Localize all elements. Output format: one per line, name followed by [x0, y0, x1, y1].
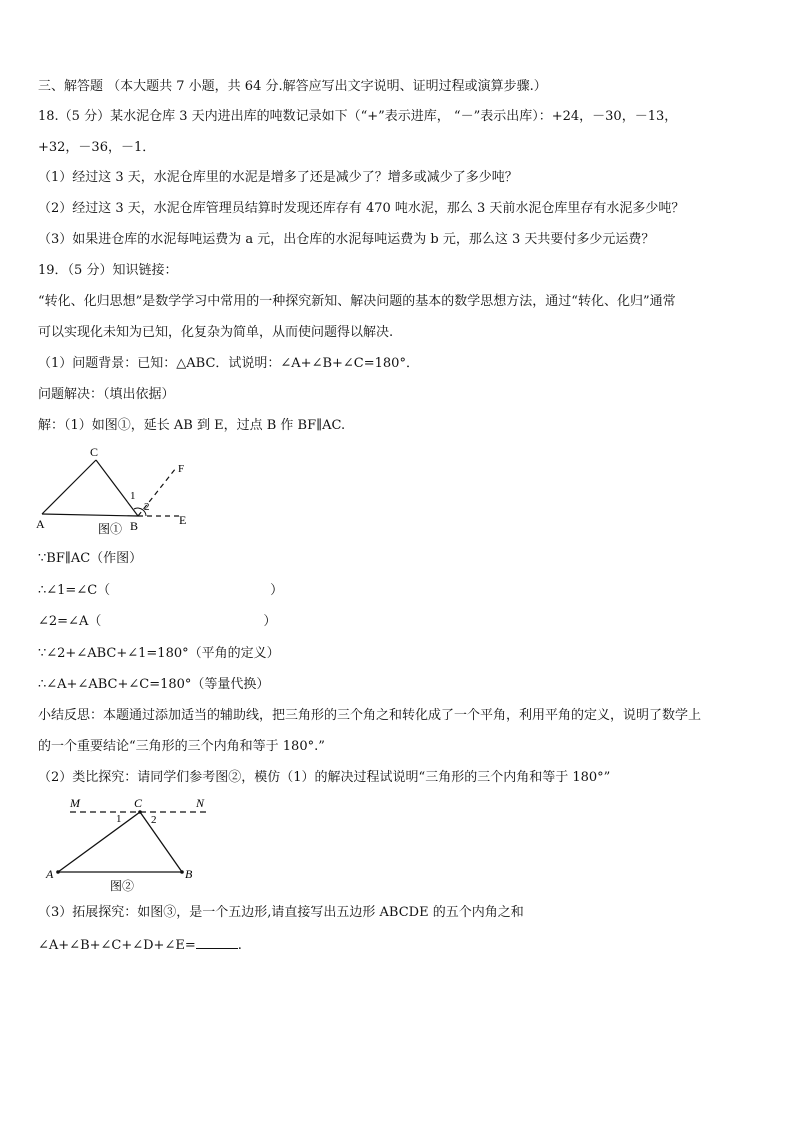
- segment-ca: [58, 812, 140, 872]
- q18-part3: （3）如果进仓库的水泥每吨运费为 a 元，出仓库的水泥每吨运费为 b 元，那么这 3 天共要付多少元运费？: [38, 232, 655, 247]
- proof-line-3-end: ）: [263, 614, 277, 629]
- label-f: F: [178, 463, 185, 475]
- proof-line-3-start: ∠2=∠A（: [38, 614, 102, 629]
- q19-solve-title: 问题解决：（填出依据）: [38, 387, 175, 402]
- proof-line-5: ∴∠A+∠ABC+∠C=180°（等量代换）: [38, 677, 270, 692]
- figure-2: [40, 792, 220, 894]
- q19-stem: 19．（5 分）知识链接：: [38, 263, 178, 278]
- segment-cb: [140, 812, 182, 872]
- q18-part1: （1）经过这 3 天，水泥仓库里的水泥是增多了还是减少了？增多或减少了多少吨？: [38, 170, 518, 185]
- q19-intro-line2: 可以实现化未知为已知，化复杂为简单，从而使问题得以解决.: [38, 325, 394, 340]
- label-angle-2: 2: [151, 814, 157, 826]
- segment-cb: [96, 460, 138, 516]
- proof-line-2: [38, 582, 283, 600]
- label-b: B: [130, 519, 139, 533]
- q18-part2: （2）经过这 3 天，水泥仓库管理员结算时发现还库存有 470 吨水泥，那么 3 天前水泥仓库里存有水泥多少吨？: [38, 201, 685, 216]
- angle-1-arc: [134, 508, 143, 510]
- proof-line-4: ∵∠2+∠ABC+∠1=180°（平角的定义）: [38, 646, 280, 661]
- q19-solve-step1: 解：（1）如图①，延长 AB 到 E，过点 B 作 BF∥AC.: [38, 418, 346, 433]
- proof-line-2-end: ）: [270, 583, 284, 598]
- point-c: [138, 810, 142, 814]
- label-b: B: [185, 867, 193, 881]
- figure-1: [34, 444, 204, 540]
- label-e: E: [179, 513, 187, 527]
- q19-part3-line1: （3）拓展探究：如图③，是一个五边形,请直接写出五边形 ABCDE 的五个内角之和: [38, 905, 524, 920]
- q18-stem-line1: 18.（5 分）某水泥仓库 3 天内进出库的吨数记录如下（“+”表示进库， “－”表示出库）：+24，－30，－13，: [38, 109, 678, 124]
- q19-intro-line1: “转化、化归思想”是数学学习中常用的一种探究新知、解决问题的基本的数学思想方法，通过“转化、化归”通常: [38, 294, 676, 309]
- proof-line-3: [38, 613, 276, 631]
- q18-stem-line2: +32，－36，－1．: [38, 140, 156, 155]
- point-a: [56, 870, 60, 874]
- summary-line-2: 的一个重要结论“三角形的三个内角和等于 180°.”: [38, 739, 325, 754]
- proof-line-2-start: ∴∠1=∠C（: [38, 583, 111, 598]
- q19-part3-line2: ∠A+∠B+∠C+∠D+∠E= .: [38, 938, 242, 953]
- q19-part2: （2）类比探究：请同学们参考图②，模仿（1）的解决过程试说明“三角形的三个内角和等于 180°”: [38, 770, 611, 785]
- label-c: C: [90, 445, 99, 459]
- point-b: [180, 870, 184, 874]
- proof-line-1: ∵BF∥AC（作图）: [38, 551, 143, 566]
- label-angle-1: 1: [116, 813, 122, 825]
- segment-ac: [42, 460, 96, 514]
- answer-blank[interactable]: [196, 936, 238, 949]
- label-a: A: [36, 517, 45, 531]
- label-n: N: [196, 796, 205, 810]
- figure-1-drawing: [34, 444, 204, 540]
- figure-2-caption: 图②: [110, 879, 135, 893]
- figure-1-caption: 图①: [98, 522, 123, 536]
- label-angle-1: 1: [130, 490, 136, 502]
- label-a: A: [46, 867, 54, 881]
- label-angle-2: 2: [144, 501, 150, 513]
- segment-ab: [42, 514, 138, 516]
- q19-part1-background: （1）问题背景：已知：△ABC．试说明：∠A+∠B+∠C=180°．: [38, 356, 419, 371]
- figure-2-drawing: [40, 792, 220, 894]
- q19-part3-expression: ∠A+∠B+∠C+∠D+∠E=: [38, 938, 196, 953]
- label-m: M: [70, 796, 80, 810]
- summary-line-1: 小结反思：本题通过添加适当的辅助线，把三角形的三个角之和转化成了一个平角，利用平角的定义，说明了数学上: [38, 708, 702, 723]
- label-c: C: [134, 796, 143, 810]
- section-title: 三、解答题 （本大题共 7 小题，共 64 分.解答应写出文字说明、证明过程或演算步骤.）: [38, 79, 547, 94]
